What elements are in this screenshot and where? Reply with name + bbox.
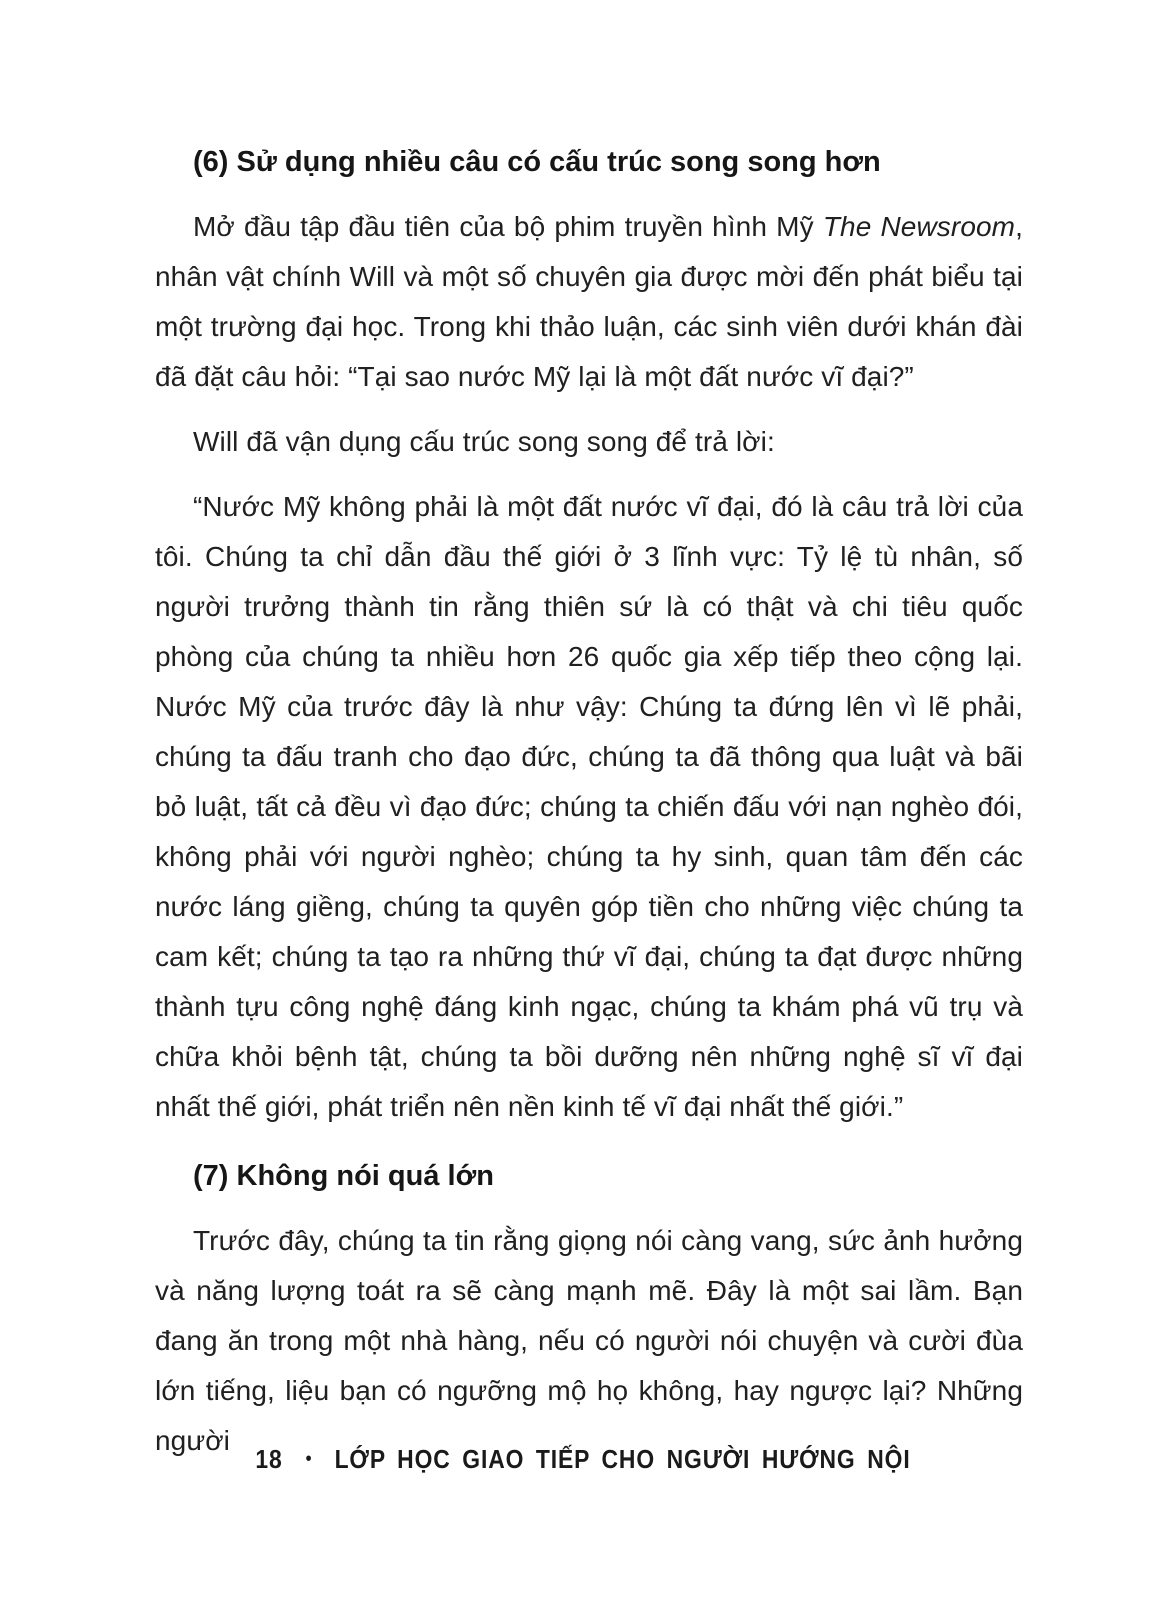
paragraph-will-answer: Will đã vận dụng cấu trúc song song để trả lời: [193,426,775,457]
page-number: 18 [255,1444,283,1474]
footer-bullet-icon: • [305,1448,312,1470]
section-heading-7: (7) Không nói quá lớn [193,1160,494,1192]
page-body [155,137,1023,1466]
paragraph-text: Mở đầu tập đầu tiên của bộ phim truyền hình Mỹ [193,211,823,242]
movie-title-italic: The Newsroom [822,211,1016,242]
paragraph-newsroom-intro [155,202,1023,402]
book-title: LỚP HỌC GIAO TIẾP CHO NGƯỜI HƯỚNG NỘI [334,1444,911,1474]
paragraph-voice-volume: Trước đây, chúng ta tin rằng giọng nói càng vang, sức ảnh hưởng và năng lượng toát ra sẽ càng mạnh mẽ. Đây là một sai lầm. Bạn đang ăn trong một nhà hàng, nếu có người nói chuyện và cười đùa lớn tiếng, liệu bạn có ngưỡng mộ họ không, hay ngược lại? Những người [155,1225,1023,1456]
paragraph-text: , nhân vật chính Will và một số chuyên gia được mời đến phát biểu tại một trường đại học. Trong khi thảo luận, các sinh viên dưới khán đài đã đặt câu hỏi: “Tại sao nước Mỹ lại là một đất nước vĩ đại?” [155,211,1023,392]
section-heading-6: (6) Sử dụng nhiều câu có cấu trúc song song hơn [193,146,881,178]
page-footer [70,1437,1096,1481]
paragraph-will-quote: “Nước Mỹ không phải là một đất nước vĩ đại, đó là câu trả lời của tôi. Chúng ta chỉ dẫn đầu thế giới ở 3 lĩnh vực: Tỷ lệ tù nhân, số người trưởng thành tin rằng thiên sứ là có thật và chi tiêu quốc phòng của chúng ta nhiều hơn 26 quốc gia xếp tiếp theo cộng lại. Nước Mỹ của trước đây là như vậy: Chúng ta đứng lên vì lẽ phải, chúng ta đấu tranh cho đạo đức, chúng ta đã thông qua luật và bãi bỏ luật, tất cả đều vì đạo đức; chúng ta chiến đấu với nạn nghèo đói, không phải với người nghèo; chúng ta hy sinh, quan tâm đến các nước láng giềng, chúng ta quyên góp tiền cho những việc chúng ta cam kết; chúng ta tạo ra những thứ vĩ đại, chúng ta đạt được những thành tựu công nghệ đáng kinh ngạc, chúng ta khám phá vũ trụ và chữa khỏi bệnh tật, chúng ta bồi dưỡng nên những nghệ sĩ vĩ đại nhất thế giới, phát triển nên nền kinh tế vĩ đại nhất thế giới.” [155,491,1023,1122]
